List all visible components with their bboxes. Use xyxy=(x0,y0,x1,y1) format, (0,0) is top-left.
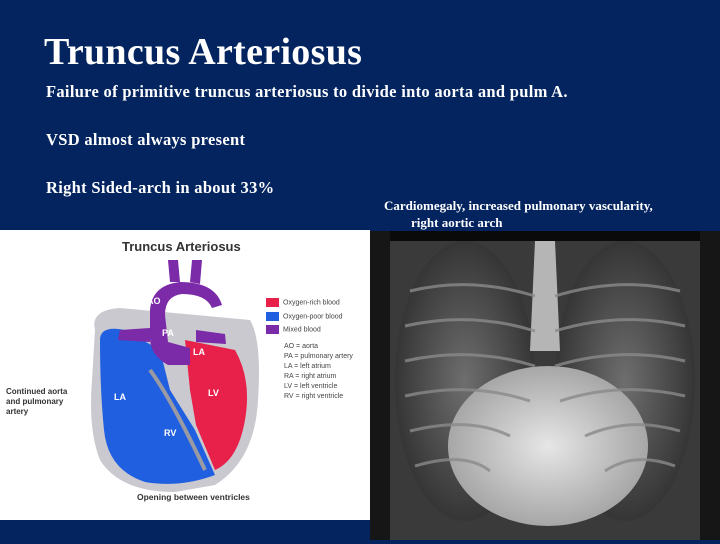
swatch-red xyxy=(266,298,279,307)
swatch-purple xyxy=(266,325,279,334)
bullet-2: VSD almost always present xyxy=(46,130,246,149)
caption-line-1: Cardiomegaly, increased pulmonary vascularity, xyxy=(384,198,653,213)
legend-oxygen-poor: Oxygen-poor blood xyxy=(266,312,343,324)
bullet-3: Right Sided-arch in about 33% xyxy=(46,178,275,197)
chest-xray-image xyxy=(370,231,720,540)
chamber-label-la: LA xyxy=(193,347,205,357)
heart-diagram xyxy=(0,230,370,520)
legend-oxygen-rich: Oxygen-rich blood xyxy=(266,298,340,310)
caption-line-2: right aortic arch xyxy=(411,215,503,230)
chamber-label-lv: LV xyxy=(208,388,219,398)
xray-illustration xyxy=(370,231,720,540)
chamber-label-la-left: LA xyxy=(114,392,126,402)
xray-caption xyxy=(384,197,704,231)
legend-mixed: Mixed blood xyxy=(266,325,321,337)
abbr-la: LA = left atrium xyxy=(284,363,331,370)
chamber-label-ao: AO xyxy=(147,296,161,306)
chamber-label-rv: RV xyxy=(164,428,177,438)
swatch-blue xyxy=(266,312,279,321)
bottom-label: Opening between ventricles xyxy=(137,492,250,502)
abbr-ra: RA = right atrium xyxy=(284,373,337,380)
slide-title: Truncus Arteriosus xyxy=(44,31,363,73)
chamber-label-pa: PA xyxy=(162,328,174,338)
abbr-pa: PA = pulmonary artery xyxy=(284,353,353,360)
bullet-1: Failure of primitive truncus arteriosus to divide into aorta and pulm A. xyxy=(46,82,568,101)
abbr-lv: LV = left ventricle xyxy=(284,383,338,390)
aortic-arch-branches xyxy=(168,260,202,284)
left-label: Continued aorta and pulmonary artery xyxy=(6,387,68,416)
diagram-title: Truncus Arteriosus xyxy=(122,239,241,254)
abbr-rv: RV = right ventricle xyxy=(284,393,344,400)
abbr-ao: AO = aorta xyxy=(284,343,319,350)
